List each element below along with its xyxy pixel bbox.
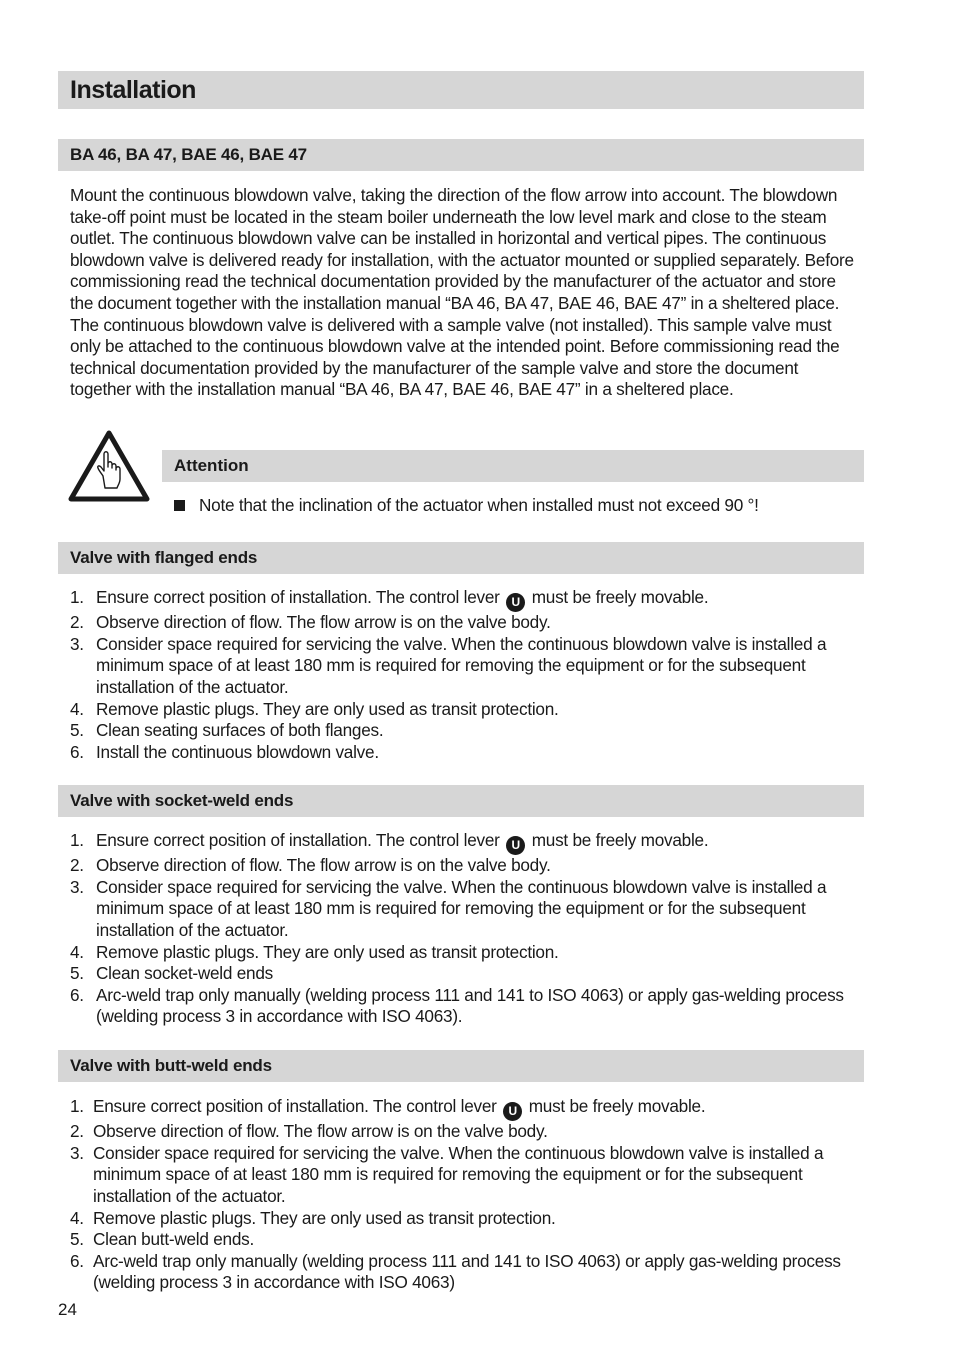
list-item — [70, 742, 860, 764]
page-heading: Installation — [58, 71, 864, 109]
step-text: Observe direction of flow. The flow arrow is on the valve body. — [96, 855, 551, 876]
attention-heading: Attention — [162, 450, 864, 482]
socket-heading: Valve with socket-weld ends — [58, 785, 864, 817]
step-text: Consider space required for servicing the valve. When the continuous blowdown valve is installed a minimum space of at least 180 mm is required for removing the equipment or for the subsequent installation of the actuator. — [93, 1142, 824, 1207]
step-number: 5. — [70, 720, 84, 741]
list-item — [70, 1208, 860, 1230]
list-item — [70, 1121, 860, 1143]
step-number: 5. — [70, 963, 84, 984]
warning-hand-icon — [68, 430, 150, 502]
step-text: Consider space required for servicing the valve. When the continuous blowdown valve is installed a minimum space of at least 180 mm is required for removing the equipment or for the subsequent installation of the actuator. — [96, 876, 827, 941]
butt-heading: Valve with butt-weld ends — [58, 1050, 864, 1082]
step-number: 6. — [70, 741, 84, 762]
attention-note-text: Note that the inclination of the actuator when installed must not exceed 90 °! — [199, 495, 759, 515]
list-item — [70, 963, 860, 985]
step-text: Arc-weld trap only manually (welding process 111 and 141 to ISO 4063) or apply gas-welding process (welding process 3 in accordance with ISO 4063) — [93, 1250, 841, 1293]
step-text: Remove plastic plugs. They are only used as transit protection. — [93, 1207, 556, 1228]
step-number: 1. — [70, 1096, 84, 1116]
step-text: Consider space required for servicing the valve. When the continuous blowdown valve is installed a minimum space of at least 180 mm is required for removing the equipment or for the subsequent installation of the actuator. — [96, 633, 827, 698]
step-text-before-lever: Ensure correct position of installation. The control lever — [93, 1096, 497, 1116]
step-text: Clean butt-weld ends. — [93, 1229, 254, 1250]
list-item — [70, 699, 860, 721]
list-item — [70, 612, 860, 634]
step-number: 6. — [70, 1250, 84, 1271]
butt-steps-list — [70, 1096, 860, 1294]
list-item — [70, 877, 860, 942]
step-text — [93, 1096, 860, 1121]
step-number: 2. — [70, 855, 84, 876]
models-heading: BA 46, BA 47, BAE 46, BAE 47 — [58, 139, 864, 171]
step-text: Install the continuous blowdown valve. — [96, 741, 379, 762]
bullet-square-icon — [174, 500, 185, 511]
step-text: Arc-weld trap only manually (welding process 111 and 141 to ISO 4063) or apply gas-welding process (welding process 3 in accordance with ISO 4063). — [96, 984, 844, 1027]
step-text: Clean socket-weld ends — [96, 963, 273, 984]
list-item — [70, 1096, 860, 1121]
control-lever-symbol-icon: U — [506, 593, 525, 612]
step-number: 4. — [70, 1207, 84, 1228]
step-text — [96, 587, 860, 612]
step-number: 6. — [70, 984, 84, 1005]
step-text-after-lever: must be freely movable. — [531, 830, 709, 850]
step-text: Remove plastic plugs. They are only used as transit protection. — [96, 941, 559, 962]
step-number: 3. — [70, 876, 84, 897]
control-lever-symbol-icon: U — [506, 836, 525, 855]
step-text — [96, 830, 860, 855]
list-item — [70, 1251, 860, 1294]
step-text: Observe direction of flow. The flow arrow is on the valve body. — [93, 1121, 548, 1142]
list-item — [70, 1143, 860, 1208]
step-number: 4. — [70, 698, 84, 719]
step-text: Observe direction of flow. The flow arrow is on the valve body. — [96, 612, 551, 633]
socket-steps-list — [70, 830, 860, 1028]
step-number: 4. — [70, 941, 84, 962]
step-number: 3. — [70, 633, 84, 654]
step-number: 1. — [70, 587, 84, 607]
step-text-after-lever: must be freely movable. — [528, 1096, 706, 1116]
flanged-heading: Valve with flanged ends — [58, 542, 864, 574]
list-item — [70, 942, 860, 964]
list-item — [70, 830, 860, 855]
step-text-before-lever: Ensure correct position of installation. The control lever — [96, 830, 500, 850]
step-number: 2. — [70, 612, 84, 633]
page-number: 24 — [58, 1300, 77, 1319]
attention-note — [174, 494, 759, 516]
intro-paragraph: Mount the continuous blowdown valve, taking the direction of the flow arrow into account. The blowdown take-off point must be located in the steam boiler underneath the low level mark and close to the steam outlet. The continuous blowdown valve can be installed in horizontal and vertical pipes. The continuous blowdown valve is delivered ready for installation, with the actuator mounted or supplied separately. Before commissioning read the technical documentation provided by the manufacturer of the actuator and store the document together with the installation manual “BA 46, BA 47, BAE 46, BAE 47” in a sheltered place. The continuous blowdown valve is delivered with a sample valve (not installed). This sample valve must only be attached to the continuous blowdown valve at the intended point. Before commissioning read the technical documentation provided by the manufacturer of the sample valve and store the document together with the installation manual “BA 46, BA 47, BAE 46, BAE 47” in a sheltered place. — [70, 185, 854, 400]
flanged-steps-list — [70, 587, 860, 763]
step-number: 3. — [70, 1142, 84, 1163]
list-item — [70, 634, 860, 699]
step-number: 5. — [70, 1229, 84, 1250]
list-item — [70, 587, 860, 612]
list-item — [70, 720, 860, 742]
list-item — [70, 1229, 860, 1251]
list-item — [70, 985, 860, 1028]
step-number: 2. — [70, 1121, 84, 1142]
control-lever-symbol-icon: U — [503, 1102, 522, 1121]
step-text-after-lever: must be freely movable. — [531, 587, 709, 607]
step-text-before-lever: Ensure correct position of installation. The control lever — [96, 587, 500, 607]
step-text: Remove plastic plugs. They are only used as transit protection. — [96, 698, 559, 719]
list-item — [70, 855, 860, 877]
step-number: 1. — [70, 830, 84, 850]
step-text: Clean seating surfaces of both flanges. — [96, 720, 384, 741]
